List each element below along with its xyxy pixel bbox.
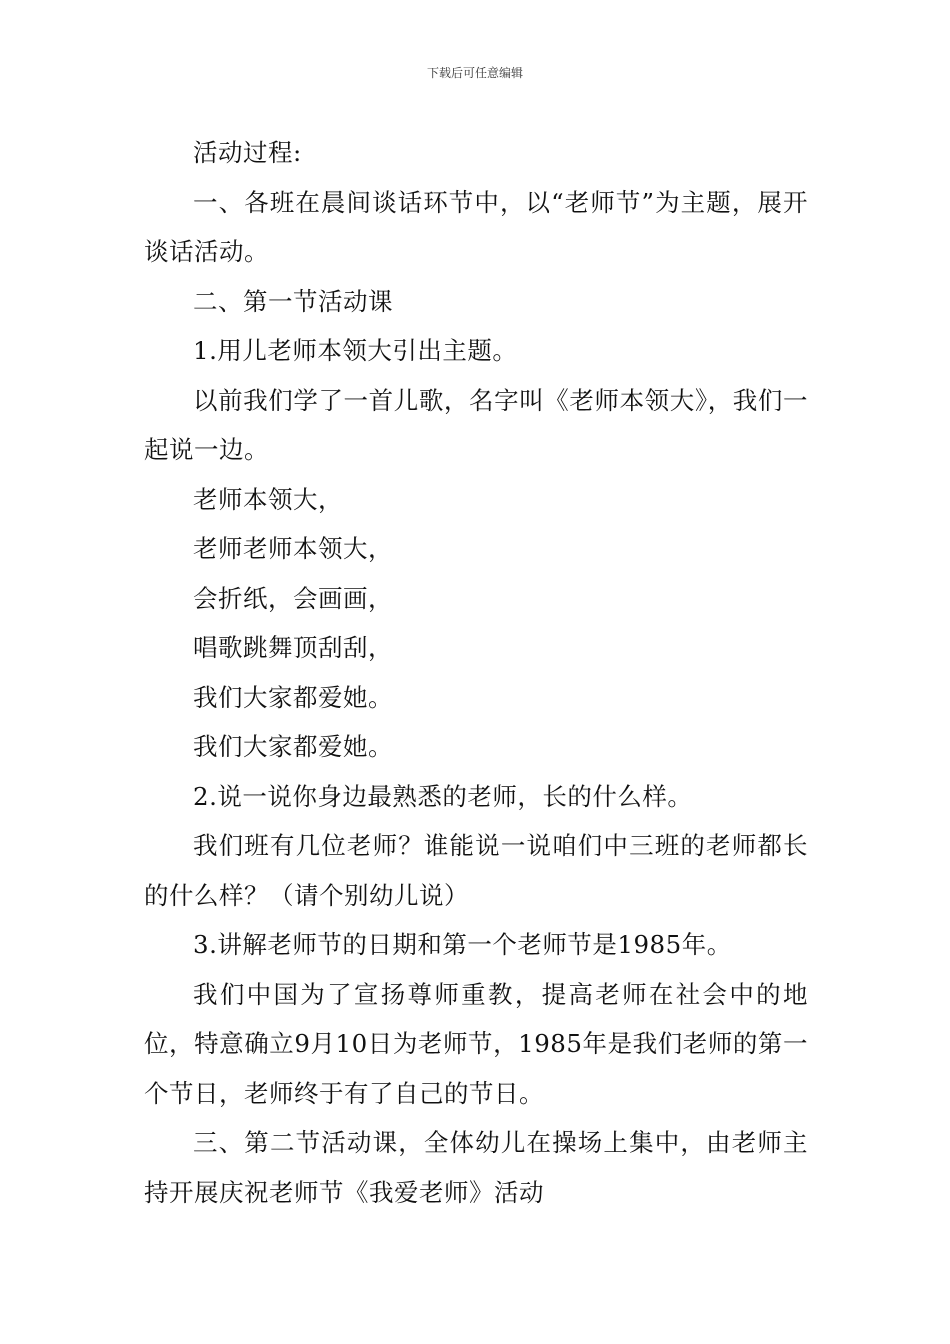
paragraph-step-one: 一、各班在晨间谈话环节中，以“老师节”为主题，展开谈话活动。 [144, 187, 808, 266]
paragraph-step-three: 三、第二节活动课，全体幼儿在操场上集中，由老师主持开展庆祝老师节《我爱老师》活动 [144, 1128, 808, 1207]
paragraph-teachers-day-explanation: 我们中国为了宣扬尊师重教，提高老师在社会中的地位，特意确立9月10日为老师节，1985年是我们老师的第一个节日，老师终于有了自己的节日。 [144, 979, 808, 1108]
paragraph-item-1: 1.用儿老师本领大引出主题。 [193, 336, 518, 365]
paragraph-rhyme-intro: 以前我们学了一首儿歌，名字叫《老师本领大》，我们一起说一边。 [144, 385, 808, 464]
paragraph-teachers-question: 我们班有几位老师？谁能说一说咱们中三班的老师都长的什么样？（请个别幼儿说） [144, 831, 808, 910]
paragraph-activity-process: 活动过程: [193, 138, 302, 167]
rhyme-line-3: 会折纸，会画画， [193, 583, 393, 613]
document-body [144, 128, 808, 1217]
page-header-note: 下载后可任意编辑 [426, 66, 523, 80]
paragraph-item-2: 2.说一说你身边最熟悉的老师，长的什么样。 [193, 781, 693, 811]
rhyme-line-6: 我们大家都爱她。 [193, 732, 393, 761]
rhyme-line-2: 老师老师本领大， [193, 534, 393, 563]
paragraph-step-two-heading: 二、第一节活动课 [193, 286, 393, 316]
paragraph-item-3: 3.讲解老师节的日期和第一个老师节是1985年。 [193, 930, 732, 959]
rhyme-line-1: 老师本领大， [193, 484, 343, 514]
rhyme-line-5: 我们大家都爱她。 [193, 682, 393, 712]
rhyme-line-4: 唱歌跳舞顶刮刮， [193, 633, 393, 662]
